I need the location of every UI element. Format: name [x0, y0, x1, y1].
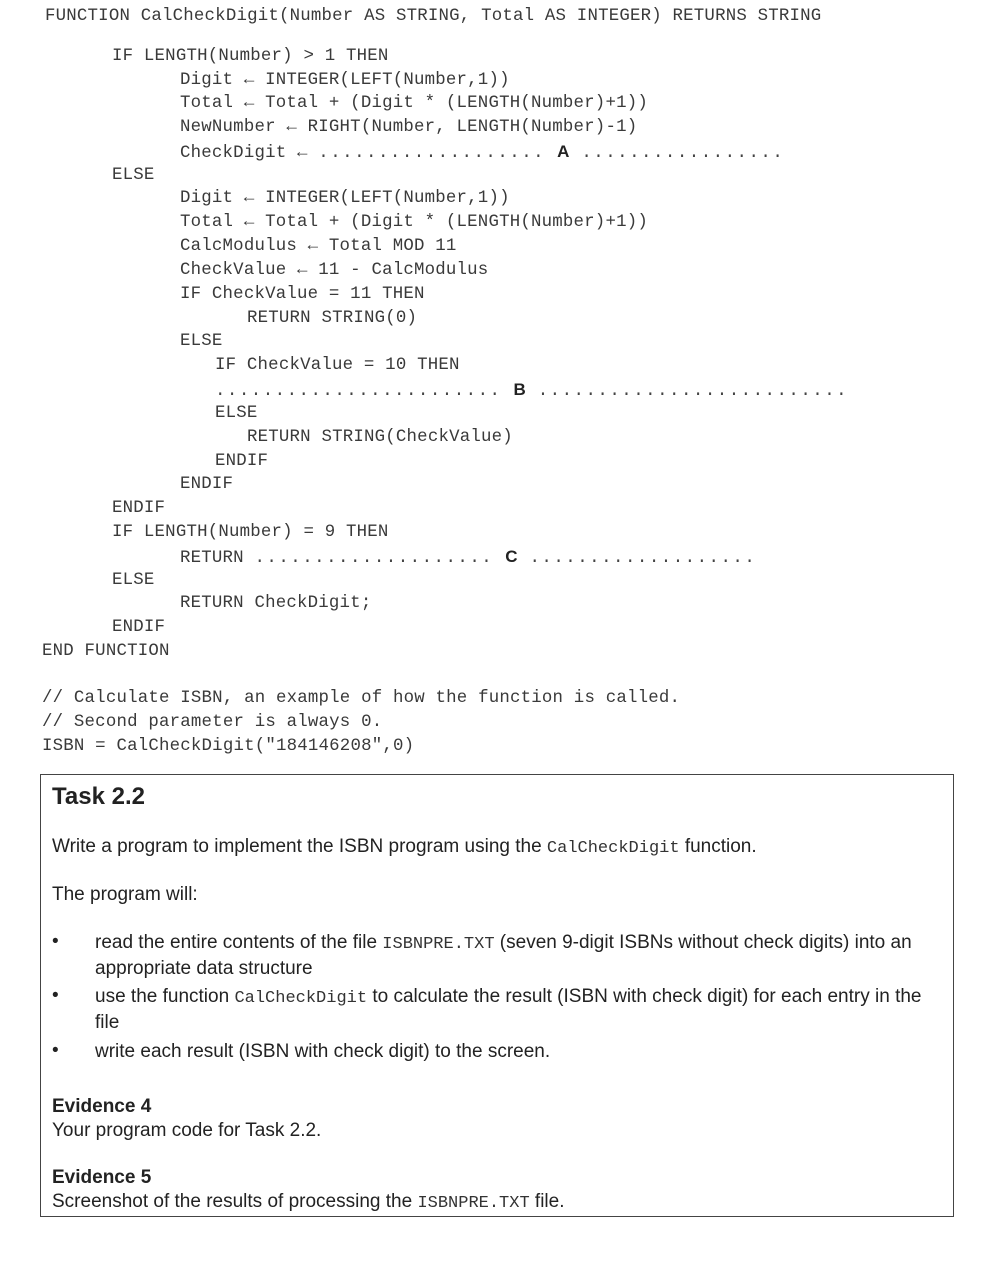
code-line: IF LENGTH(Number) = 9 THEN — [112, 523, 389, 542]
dotted-answer-line: ........................ — [215, 382, 502, 401]
code-fragment: CheckDigit ← — [180, 144, 308, 163]
code-line: END FUNCTION — [42, 642, 170, 661]
code-comment: // Calculate ISBN, an example of how the function is called. — [42, 689, 681, 708]
code-line: CalcModulus ← Total MOD 11 — [180, 237, 457, 256]
placeholder-c: C — [505, 547, 518, 566]
inline-code: ISBNPRE.TXT — [417, 1194, 530, 1213]
task-box — [40, 774, 954, 1217]
inline-code: CalCheckDigit — [234, 989, 368, 1008]
dotted-answer-line: ................. — [581, 144, 785, 163]
code-line: IF LENGTH(Number) > 1 THEN — [112, 47, 389, 66]
text: to calculate the result (ISBN with check digit) for each entry in the file — [95, 986, 922, 1033]
task-title: Task 2.2 — [52, 783, 145, 810]
text: use the function — [95, 986, 235, 1007]
dotted-answer-line: ................... — [318, 144, 546, 163]
list-item-text: write each result (ISBN with check digit) to the screen. — [95, 1041, 551, 1062]
evidence-4-text: Your program code for Task 2.2. — [52, 1120, 322, 1141]
code-line: ENDIF — [180, 475, 234, 494]
code-line: ENDIF — [112, 499, 166, 518]
code-line: RETURN STRING(CheckValue) — [247, 428, 513, 447]
code-line: ISBN = CalCheckDigit("184146208",0) — [42, 737, 415, 756]
dotted-answer-line: ................... — [529, 549, 757, 568]
code-line-gap-a — [180, 141, 784, 165]
code-line: ELSE — [112, 571, 155, 590]
list-item-text — [95, 931, 947, 981]
code-line-gap-b — [215, 379, 848, 403]
text: file. — [529, 1191, 565, 1212]
inline-code: CalCheckDigit — [546, 839, 680, 858]
evidence-4-title: Evidence 4 — [52, 1096, 152, 1117]
evidence-5-title: Evidence 5 — [52, 1167, 152, 1188]
program-will-label: The program will: — [52, 884, 198, 905]
inline-code: ISBNPRE.TXT — [382, 935, 495, 954]
code-line: Digit ← INTEGER(LEFT(Number,1)) — [180, 189, 510, 208]
task-intro — [52, 835, 757, 861]
function-header: FUNCTION CalCheckDigit(Number AS STRING, Total AS INTEGER) RETURNS STRING — [45, 7, 822, 26]
code-line: Total ← Total + (Digit * (LENGTH(Number)+1)) — [180, 94, 648, 113]
code-comment: // Second parameter is always 0. — [42, 713, 383, 732]
evidence-5-text — [52, 1190, 565, 1216]
list-item — [52, 985, 947, 1033]
dotted-answer-line: .................... — [254, 549, 494, 568]
text: Screenshot of the results of processing the — [52, 1191, 418, 1212]
list-item-text — [95, 985, 947, 1035]
code-line: CheckValue ← 11 - CalcModulus — [180, 261, 489, 280]
placeholder-b: B — [513, 380, 526, 399]
intro-text: function. — [679, 836, 757, 857]
text: (seven 9-digit ISBNs without check digits) into an appropriate data structure — [95, 932, 912, 979]
bullet-icon: • — [52, 931, 59, 952]
code-line: ELSE — [180, 332, 223, 351]
code-line: ELSE — [215, 404, 258, 423]
list-item — [52, 1040, 947, 1064]
code-line: NewNumber ← RIGHT(Number, LENGTH(Number)-1) — [180, 118, 638, 137]
code-line: ENDIF — [215, 452, 269, 471]
text: read the entire contents of the file — [95, 932, 383, 953]
code-line-gap-c — [180, 546, 756, 570]
bullet-icon: • — [52, 985, 59, 1006]
code-fragment: RETURN — [180, 549, 244, 568]
bullet-icon: • — [52, 1040, 59, 1061]
code-line: Digit ← INTEGER(LEFT(Number,1)) — [180, 71, 510, 90]
code-line: RETURN STRING(0) — [247, 309, 418, 328]
code-line: Total ← Total + (Digit * (LENGTH(Number)+1)) — [180, 213, 648, 232]
intro-text: Write a program to implement the ISBN program using the — [52, 836, 547, 857]
code-line: IF CheckValue = 11 THEN — [180, 285, 425, 304]
code-line: RETURN CheckDigit; — [180, 594, 372, 613]
placeholder-a: A — [557, 142, 570, 161]
code-line: ENDIF — [112, 618, 166, 637]
dotted-answer-line: .......................... — [537, 382, 849, 401]
list-item — [52, 931, 947, 979]
code-line: ELSE — [112, 166, 155, 185]
code-line: IF CheckValue = 10 THEN — [215, 356, 460, 375]
